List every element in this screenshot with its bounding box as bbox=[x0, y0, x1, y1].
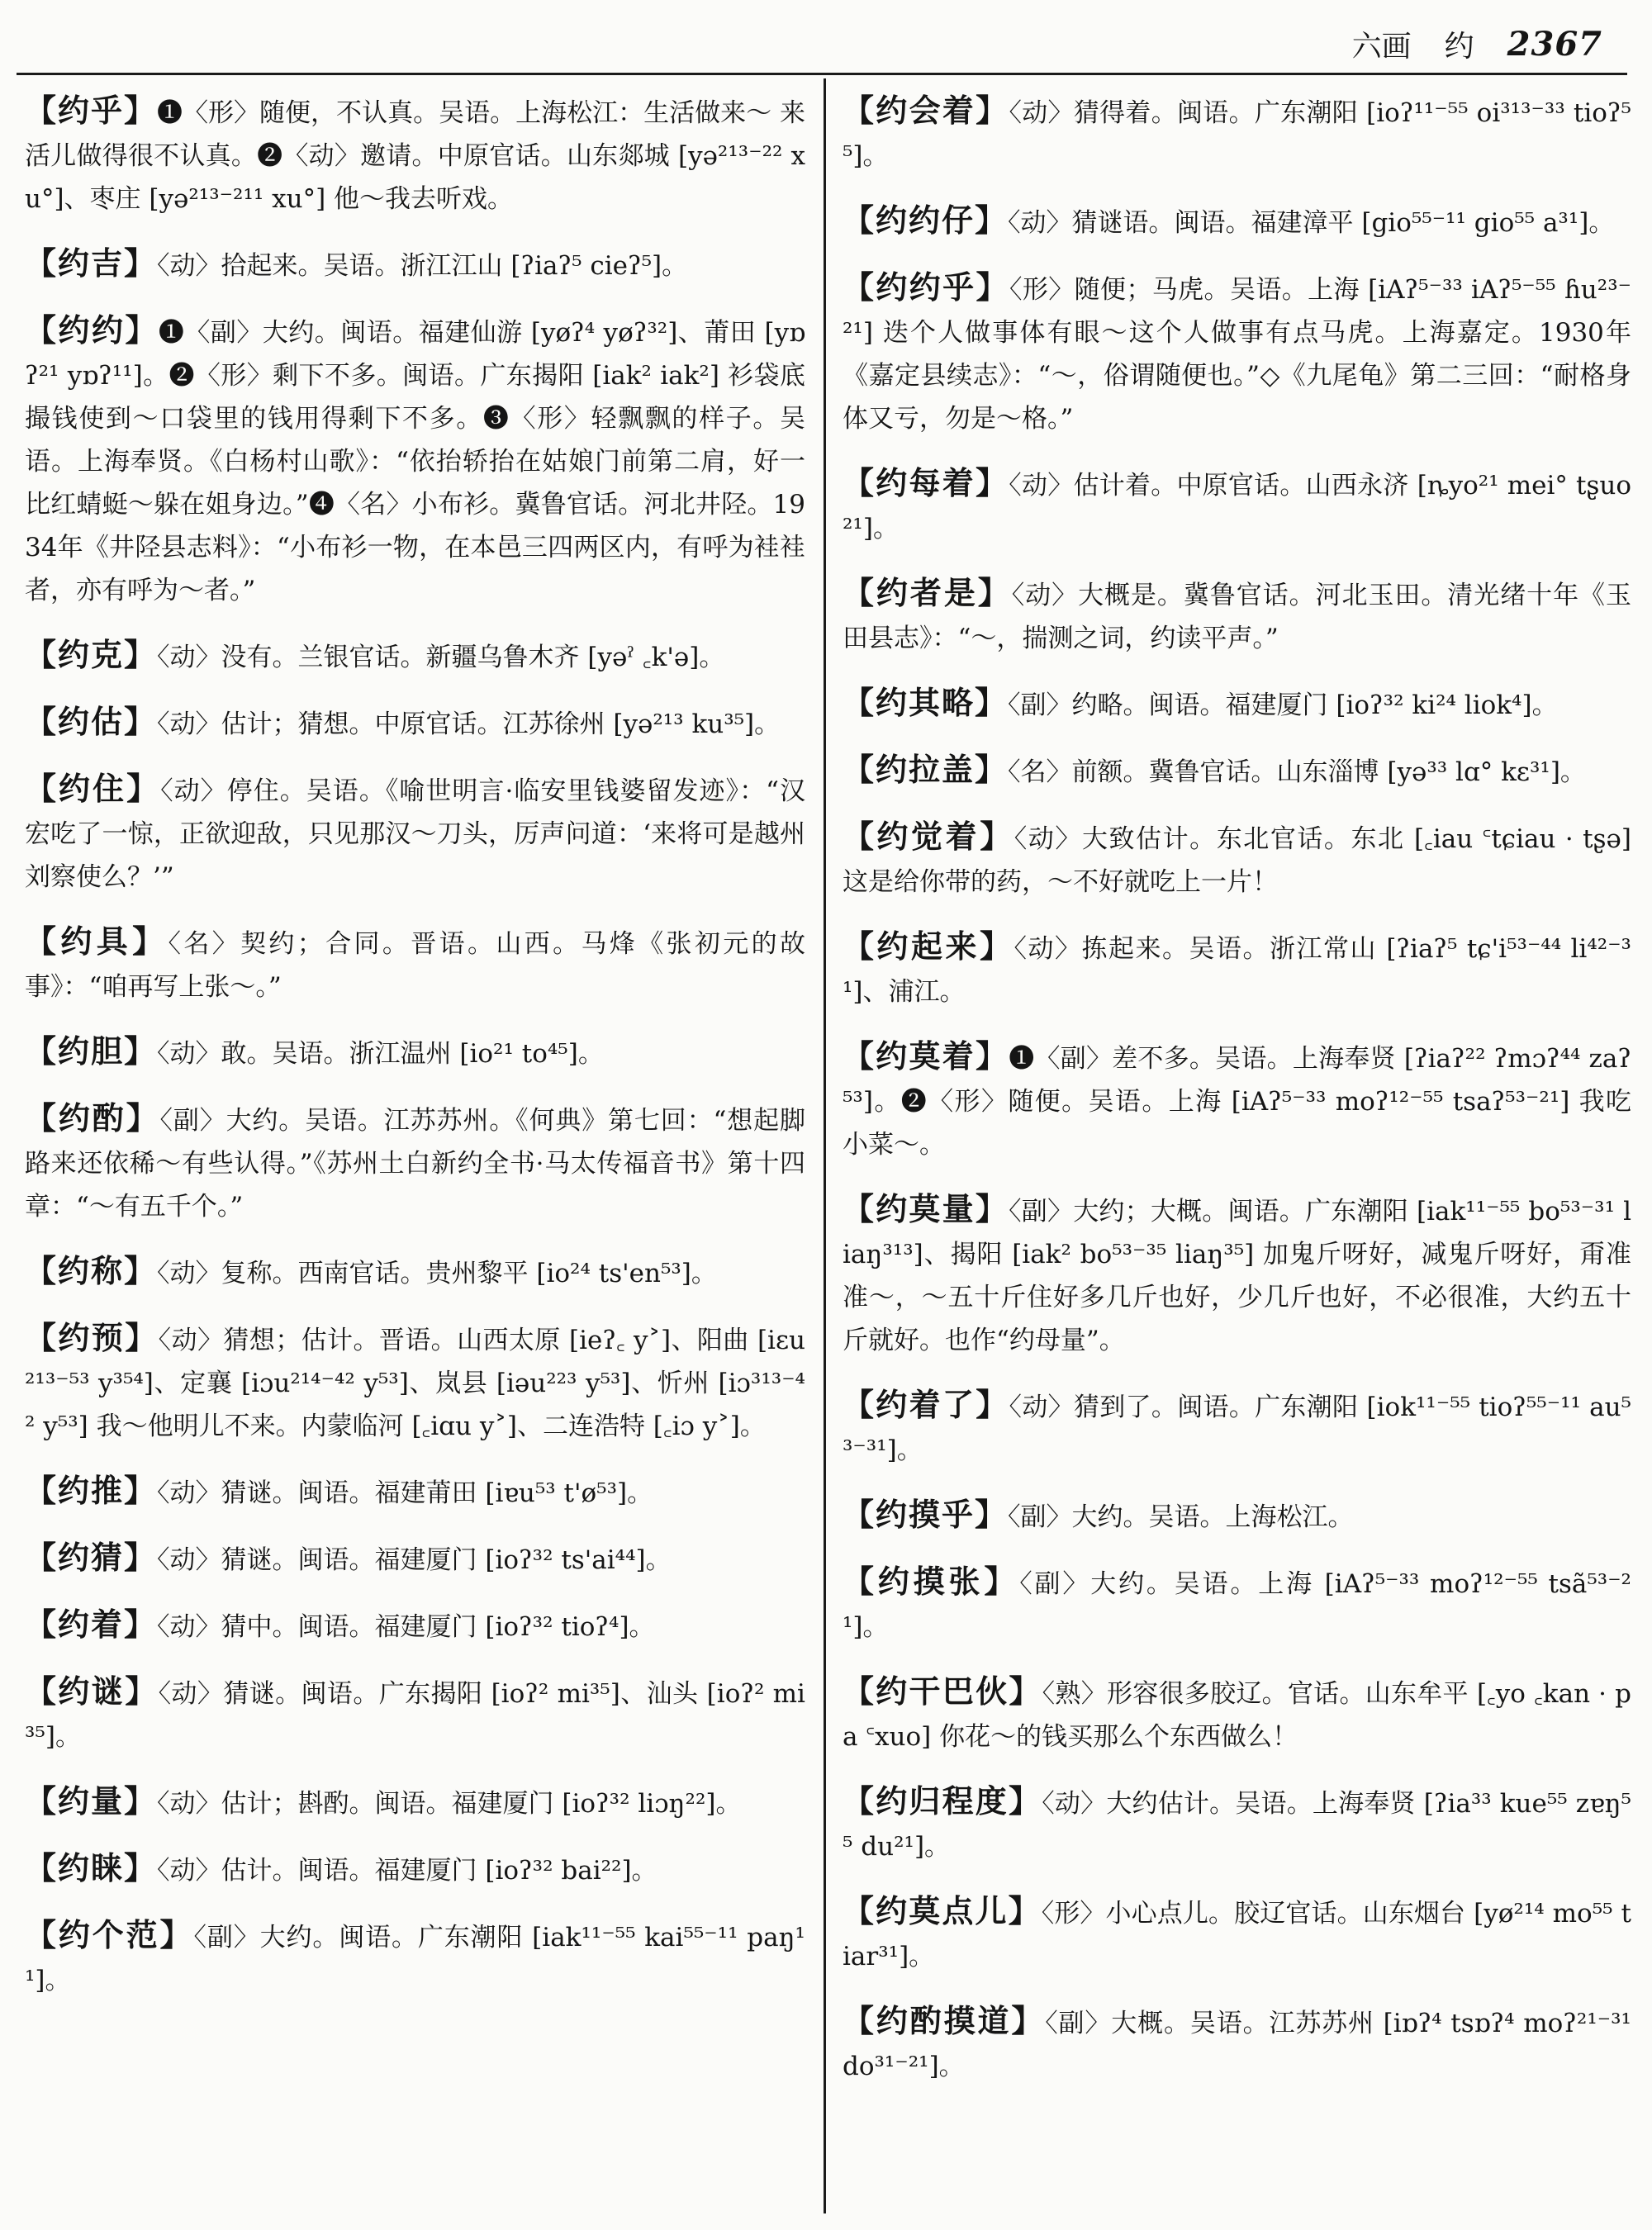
entry-headword: 【约拉盖】 bbox=[843, 752, 1009, 788]
entry-headword: 【约约仔】 bbox=[843, 202, 1009, 239]
entry-definition: 〈动〉猜到了。闽语。广东潮阳 [iok¹¹⁻⁵⁵ tioʔ⁵⁵⁻¹¹ au⁵³⁻³¹]。 bbox=[843, 1393, 1631, 1465]
dictionary-entry bbox=[25, 1469, 805, 1515]
entry-definition: 〈动〉大致估计。东北官话。东北 [꜀iau ꜂tɕiau · tʂə] 这是给你带的药，～不好就吃上一片！ bbox=[843, 824, 1631, 897]
entry-headword: 【约具】 bbox=[25, 923, 169, 960]
entry-headword: 【约干巴伙】 bbox=[843, 1673, 1042, 1710]
dictionary-entry bbox=[25, 89, 805, 221]
dictionary-entry bbox=[25, 1030, 805, 1075]
dictionary-entry bbox=[843, 462, 1631, 550]
entry-headword: 【约称】 bbox=[25, 1253, 158, 1289]
dictionary-entry bbox=[843, 925, 1631, 1013]
entry-headword: 【约酌摸道】 bbox=[843, 2003, 1046, 2039]
dictionary-entry bbox=[25, 1780, 805, 1825]
page-number: 2367 bbox=[1507, 24, 1602, 64]
entry-definition: 〈动〉猜谜语。闽语。福建漳平 [gio⁵⁵⁻¹¹ gio⁵⁵ a³¹]。 bbox=[1008, 208, 1615, 238]
entry-definition: 〈动〉猜想；估计。晋语。山西太原 [ieʔ꜀ y˃]、阳曲 [iɛu²¹³⁻⁵³ y³⁵⁴]、定襄 [iɔu²¹⁴⁻⁴² y⁵³]、岚县 [iəu²²³ y⁵³]、忻州 [iɔ³¹³⁻⁴² y⁵³] 我～他明儿不来。内蒙临河 [꜀iɑu y˃]、二连浩特 [꜀iɔ y˃]。 bbox=[25, 1326, 805, 1441]
entry-headword: 【约约乎】 bbox=[843, 269, 1009, 306]
entry-definition: 〈副〉大约。吴语。江苏苏州。《何典》第七回：“想起脚路来还依稀～有些认得。”《苏州土白新约全书·马太传福音书》第十四章：“～有五千个。” bbox=[25, 1106, 805, 1222]
entry-definition: 〈动〉敢。吴语。浙江温州 [io²¹ to⁴⁵]。 bbox=[157, 1039, 604, 1069]
dictionary-entry bbox=[25, 309, 805, 612]
entry-definition: 〈形〉随便；马虎。吴语。上海 [iAʔ⁵⁻³³ iAʔ⁵⁻⁵⁵ ɦu²³⁻²¹] 迭个人做事体有眼～这个人做事有点马虎。上海嘉定。1930年《嘉定县续志》：“～，俗谓随便也。”◇《九尾龟》第二三回：“耐格身体又亏，勿是～格。” bbox=[843, 275, 1631, 434]
entry-definition: 〈动〉复称。西南官话。贵州黎平 [io²⁴ ts'en⁵³]。 bbox=[157, 1259, 717, 1288]
dictionary-entry bbox=[25, 700, 805, 746]
entry-headword: 【约约】 bbox=[25, 312, 159, 349]
entry-headword: 【约睐】 bbox=[25, 1850, 158, 1886]
entry-definition: 〈副〉大约；大概。闽语。广东潮阳 [iak¹¹⁻⁵⁵ bo⁵³⁻³¹ liaŋ³¹³]、揭阳 [iak² bo⁵³⁻³⁵ liaŋ³⁵] 加鬼斤呀好，减鬼斤呀好，甭准准～，～五十斤住好多几斤也好，少几斤也好，不必很准，大约五十斤就好。也作“约母量”。 bbox=[843, 1197, 1631, 1355]
entry-definition: 〈动〉停住。吴语。《喻世明言·临安里钱婆留发迹》：“汉宏吃了一惊，正欲迎敌，只见那汉～刀头，厉声问道：‘来将可是越州刘察使么？’” bbox=[25, 776, 805, 892]
entry-definition: 〈副〉约略。闽语。福建厦门 [ioʔ³² ki²⁴ liok⁴]。 bbox=[1008, 690, 1558, 720]
entry-definition: 〈动〉猜谜。闽语。福建厦门 [ioʔ³² ts'ai⁴⁴]。 bbox=[157, 1545, 672, 1575]
header-rule bbox=[17, 73, 1627, 75]
dictionary-entry bbox=[25, 1317, 805, 1448]
dictionary-entry bbox=[843, 681, 1631, 727]
entry-headword: 【约每着】 bbox=[843, 465, 1009, 501]
dictionary-entry bbox=[25, 920, 805, 1008]
entry-definition: ❶〈形〉随便，不认真。吴语。上海松江：生活做来～ 来活儿做得很不认真。❷〈动〉邀请。中原官话。山东郯城 [yə²¹³⁻²² xu°]、枣庄 [yə²¹³⁻²¹¹ xu°] 他～我去听戏。 bbox=[25, 98, 805, 214]
entry-definition: 〈副〉大约。闽语。广东潮阳 [iak¹¹⁻⁵⁵ kai⁵⁵⁻¹¹ paŋ¹¹]。 bbox=[25, 1923, 805, 1995]
section-label: 六画 bbox=[1351, 29, 1412, 64]
entry-headword: 【约摸乎】 bbox=[843, 1497, 1009, 1533]
entry-headword: 【约酌】 bbox=[25, 1100, 160, 1136]
entry-headword: 【约克】 bbox=[25, 637, 158, 673]
dictionary-entry bbox=[843, 1890, 1631, 1978]
entry-headword: 【约个范】 bbox=[25, 1917, 194, 1953]
entry-definition: 〈动〉猜得着。闽语。广东潮阳 [ioʔ¹¹⁻⁵⁵ oi³¹³⁻³³ tioʔ⁵⁵]。 bbox=[843, 98, 1631, 171]
entry-headword: 【约吉】 bbox=[25, 245, 158, 282]
entry-definition: 〈动〉估计。闽语。福建厦门 [ioʔ³² bai²²]。 bbox=[157, 1856, 657, 1886]
entry-definition: 〈副〉大概。吴语。江苏苏州 [iɒʔ⁴ tsɒʔ⁴ moʔ²¹⁻³¹ do³¹⁻²¹]。 bbox=[843, 2009, 1631, 2081]
dictionary-entry bbox=[843, 1493, 1631, 1539]
dictionary-entry bbox=[843, 1383, 1631, 1472]
entry-headword: 【约者是】 bbox=[843, 575, 1012, 611]
entry-definition: 〈动〉估计；猜想。中原官话。江苏徐州 [yə²¹³ ku³⁵]。 bbox=[157, 709, 781, 739]
entry-headword: 【约猜】 bbox=[25, 1540, 158, 1576]
column-divider bbox=[824, 78, 826, 2213]
entry-headword: 【约着了】 bbox=[843, 1387, 1009, 1423]
dictionary-entry bbox=[25, 1250, 805, 1295]
entry-headword: 【约估】 bbox=[25, 704, 158, 740]
dictionary-entry bbox=[843, 266, 1631, 440]
dictionary-entry bbox=[25, 767, 805, 899]
entry-definition: 〈动〉拣起来。吴语。浙江常山 [ʔiaʔ⁵ tɕ'i⁵³⁻⁴⁴ li⁴²⁻³¹]、浦江。 bbox=[843, 934, 1631, 1007]
entry-headword: 【约莫点儿】 bbox=[843, 1893, 1042, 1929]
dictionary-entry bbox=[25, 1847, 805, 1892]
dictionary-entry bbox=[25, 1670, 805, 1758]
entry-definition: 〈名〉前额。冀鲁官话。山东淄博 [yə³³ lɑ° kɛ³¹]。 bbox=[1008, 757, 1586, 787]
dictionary-entry bbox=[25, 1097, 805, 1228]
dictionary-entry bbox=[843, 199, 1631, 244]
entry-headword: 【约胆】 bbox=[25, 1033, 158, 1070]
dictionary-entry bbox=[843, 815, 1631, 904]
entry-headword: 【约住】 bbox=[25, 771, 161, 807]
entry-definition: ❶〈副〉大约。闽语。福建仙游 [yøʔ⁴ yøʔ³²]、莆田 [yɒʔ²¹ yɒʔ¹¹]。❷〈形〉剩下不多。闽语。广东揭阳 [iak² iak²] 衫袋底撮钱使到～口袋里的钱用得剩下不多。❸〈形〉轻飘飘的样子。吴语。上海奉贤。《白杨村山歌》：“依抬轿抬在姑娘门前第二肩，好一比红蜻蜓～躲在姐身边。”❹〈名〉小布衫。冀鲁官话。河北井陉。1934年《井陉县志料》：“小布衫一物，在本邑三四两区内，有呼为袿袿者，亦有呼为～者。” bbox=[25, 318, 805, 605]
dictionary-entry bbox=[25, 1603, 805, 1649]
entry-definition: 〈副〉大约。吴语。上海 [iAʔ⁵⁻³³ moʔ¹²⁻⁵⁵ tsã⁵³⁻²¹]。 bbox=[843, 1569, 1631, 1642]
entry-definition: 〈形〉小心点儿。胶辽官话。山东烟台 [yø²¹⁴ mo⁵⁵ tiar³¹]。 bbox=[843, 1899, 1631, 1971]
entry-headword: 【约其略】 bbox=[843, 685, 1009, 721]
dictionary-entry bbox=[843, 1670, 1631, 1758]
dictionary-entry bbox=[25, 633, 805, 679]
entry-headword: 【约归程度】 bbox=[843, 1783, 1042, 1820]
dictionary-entry bbox=[843, 1035, 1631, 1166]
left-column bbox=[25, 89, 805, 2213]
dictionary-entry bbox=[843, 2000, 1631, 2088]
entry-definition: 〈动〉猜谜。闽语。广东揭阳 [ioʔ² mi³⁵]、汕头 [ioʔ² mi³⁵]。 bbox=[25, 1679, 805, 1752]
dictionary-entry bbox=[843, 89, 1631, 178]
entry-definition: 〈名〉契约；合同。晋语。山西。马烽《张初元的故事》：“咱再写上张～。” bbox=[25, 929, 805, 1002]
dictionary-entry bbox=[25, 242, 805, 287]
entry-definition: 〈动〉猜谜。闽语。福建莆田 [iɐu⁵³ t'ø⁵³]。 bbox=[157, 1478, 653, 1508]
entry-definition: 〈动〉大约估计。吴语。上海奉贤 [ʔia³³ kue⁵⁵ zɐŋ⁵⁵ du²¹]。 bbox=[843, 1789, 1631, 1862]
entry-headword: 【约预】 bbox=[25, 1320, 159, 1356]
entry-definition: 〈动〉猜中。闽语。福建厦门 [ioʔ³² tioʔ⁴]。 bbox=[157, 1612, 655, 1642]
entry-definition: 〈动〉拾起来。吴语。浙江江山 [ʔiaʔ⁵ cieʔ⁵]。 bbox=[157, 251, 688, 281]
dictionary-entry bbox=[843, 572, 1631, 660]
dictionary-entry bbox=[843, 1188, 1631, 1362]
entry-definition: 〈熟〉形容很多胶辽。官话。山东牟平 [꜀yo ꜀kan · pa ꜂xuo] 你花～的钱买那么个东西做么！ bbox=[843, 1679, 1631, 1752]
entry-headword: 【约量】 bbox=[25, 1783, 158, 1820]
header-char: 约 bbox=[1444, 29, 1474, 64]
dictionary-entry bbox=[843, 748, 1631, 794]
entry-headword: 【约推】 bbox=[25, 1473, 158, 1509]
entry-definition: 〈动〉大概是。冀鲁官话。河北玉田。清光绪十年《玉田县志》：“～，揣测之词，约读平声。” bbox=[843, 581, 1631, 653]
dictionary-entry bbox=[843, 1560, 1631, 1649]
entry-headword: 【约莫着】 bbox=[843, 1038, 1009, 1075]
entry-definition: 〈副〉大约。吴语。上海松江。 bbox=[1008, 1502, 1354, 1532]
entry-headword: 【约谜】 bbox=[25, 1673, 159, 1710]
right-column bbox=[843, 89, 1631, 2213]
entry-headword: 【约着】 bbox=[25, 1606, 158, 1643]
entry-definition: ❶〈副〉差不多。吴语。上海奉贤 [ʔiaʔ²² ʔmɔʔ⁴⁴ zaʔ⁵³]。❷〈形〉随便。吴语。上海 [iAʔ⁵⁻³³ moʔ¹²⁻⁵⁵ tsaʔ⁵³⁻²¹] 我吃小菜～。 bbox=[843, 1044, 1631, 1160]
dictionary-entry bbox=[843, 1780, 1631, 1868]
entry-headword: 【约会着】 bbox=[843, 93, 1009, 129]
entry-definition: 〈动〉估计着。中原官话。山西永济 [ȵyo²¹ mei° tʂuo²¹]。 bbox=[843, 471, 1631, 543]
entry-headword: 【约觉着】 bbox=[843, 818, 1014, 855]
dictionary-entry bbox=[25, 1914, 805, 2002]
entry-definition: 〈动〉估计；斟酌。闽语。福建厦门 [ioʔ³² liɔŋ²²]。 bbox=[157, 1789, 742, 1819]
dictionary-entry bbox=[25, 1536, 805, 1582]
entry-headword: 【约起来】 bbox=[843, 928, 1014, 965]
entry-definition: 〈动〉没有。兰银官话。新疆乌鲁木齐 [yəˀ ꜀k'ə]。 bbox=[157, 643, 725, 672]
entry-headword: 【约摸张】 bbox=[843, 1563, 1020, 1600]
running-header bbox=[950, 15, 1602, 73]
entry-headword: 【约乎】 bbox=[25, 93, 158, 129]
entry-headword: 【约莫量】 bbox=[843, 1191, 1009, 1227]
